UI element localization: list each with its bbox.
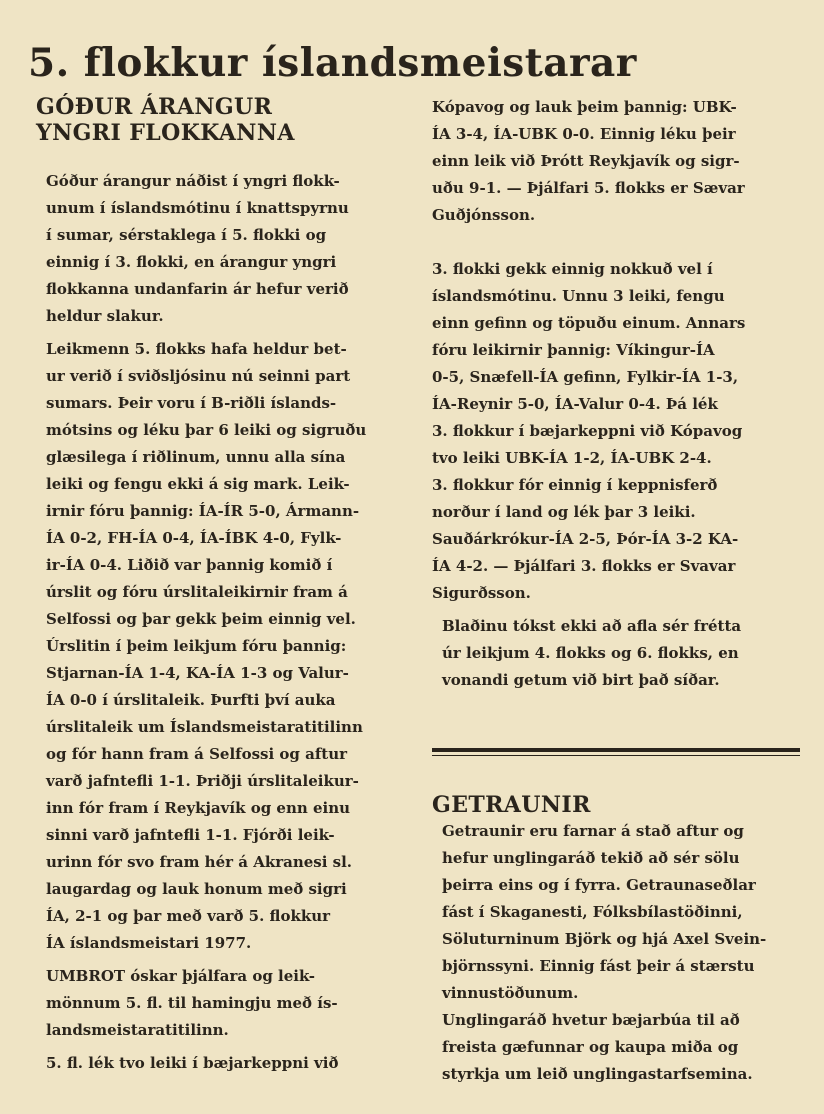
text-line: mótsins og léku þar 6 leiki og sigruðu — [46, 421, 367, 439]
text-line: ÍA-Reynir 5-0, ÍA-Valur 0-4. Þá lék — [432, 395, 718, 413]
text-line: vinnustöðunum. — [442, 984, 579, 1002]
text-line: ÍA 4-2. — Þjálfari 3. flokks er Svavar — [432, 557, 736, 575]
left-column — [36, 94, 396, 1077]
text-line: Sigurðsson. — [432, 584, 531, 602]
text-line: styrkja um leið unglingastarfsemina. — [442, 1065, 753, 1083]
article-paragraph — [432, 256, 802, 607]
text-line: Selfossi og þar gekk þeim einnig vel. — [46, 610, 356, 628]
text-line: fóru leikirnir þannig: Víkingur-ÍA — [432, 341, 715, 359]
text-line: Kópavog og lauk þeim þannig: UBK- — [432, 98, 737, 116]
text-line: Unglingaráð hvetur bæjarbúa til að — [442, 1011, 740, 1029]
text-line: mönnum 5. fl. til hamingju með ís- — [46, 994, 338, 1012]
text-line: Sauðárkrókur-ÍA 2-5, Þór-ÍA 3-2 KA- — [432, 530, 739, 548]
text-line: varð jafntefli 1-1. Þriðji úrslitaleikur- — [46, 772, 359, 790]
text-line: sumars. Þeir voru í B-riðli íslands- — [46, 394, 337, 412]
text-line: ur verið í sviðsljósinu nú seinni part — [46, 367, 351, 385]
text-line: Stjarnan-ÍA 1-4, KA-ÍA 1-3 og Valur- — [46, 664, 349, 682]
text-line: norður í land og lék þar 3 leiki. — [432, 503, 696, 521]
text-line: Góður árangur náðist í yngri flokk- — [46, 172, 340, 190]
text-line: ÍA, 2-1 og þar með varð 5. flokkur — [46, 907, 331, 925]
text-line: leiki og fengu ekki á sig mark. Leik- — [46, 475, 350, 493]
text-line: irnir fóru þannig: ÍA-ÍR 5-0, Ármann- — [46, 502, 360, 520]
article-heading-line: GÓÐUR ÁRANGUR — [36, 94, 273, 120]
text-line: þeirra eins og í fyrra. Getraunaseðlar — [442, 876, 756, 894]
text-line: ÍA íslandsmeistari 1977. — [46, 934, 252, 952]
text-line: hefur unglingaráð tekið að sér sölu — [442, 849, 740, 867]
text-line: heldur slakur. — [46, 307, 164, 325]
text-line: ir-ÍA 0-4. Liðið var þannig komið í — [46, 556, 333, 574]
article-paragraph — [36, 336, 396, 957]
page-title: 5. flokkur íslandsmeistarar — [28, 40, 637, 87]
text-line: úrslitaleik um Íslandsmeistaratitilinn — [46, 718, 363, 736]
text-line: úr leikjum 4. flokks og 6. flokks, en — [442, 644, 739, 662]
text-line: fást í Skaganesti, Fólksbílastöðinni, — [442, 903, 743, 921]
text-line: úrslit og fóru úrslitaleikirnir fram á — [46, 583, 348, 601]
text-line: Getraunir eru farnar á stað aftur og — [442, 822, 744, 840]
text-line: laugardag og lauk honum með sigri — [46, 880, 347, 898]
text-line: og fór hann fram á Selfossi og aftur — [46, 745, 348, 763]
text-line: uðu 9-1. — Þjálfari 5. flokks er Sævar — [432, 179, 745, 197]
text-line: freista gæfunnar og kaupa miða og — [442, 1038, 739, 1056]
article-paragraph — [432, 613, 802, 694]
text-line: ÍA 0-2, FH-ÍA 0-4, ÍA-ÍBK 4-0, Fylk- — [46, 529, 342, 547]
text-line: 5. fl. lék tvo leiki í bæjarkeppni við — [46, 1054, 339, 1072]
text-line: landsmeistaratitilinn. — [46, 1021, 229, 1039]
article-heading-line: YNGRI FLOKKANNA — [36, 120, 295, 146]
text-line: glæsilega í riðlinum, unnu alla sína — [46, 448, 346, 466]
getraunir-section — [432, 792, 802, 1088]
text-line: Úrslitin í þeim leikjum fóru þannig: — [46, 637, 347, 655]
article-heading — [36, 94, 396, 146]
text-line: 3. flokki gekk einnig nokkuð vel í — [432, 260, 713, 278]
text-line: íslandsmótinu. Unnu 3 leiki, fengu — [432, 287, 725, 305]
text-line: tvo leiki UBK-ÍA 1-2, ÍA-UBK 2-4. — [432, 449, 712, 467]
text-line: einn gefinn og töpuðu einum. Annars — [432, 314, 746, 332]
getraunir-paragraph — [432, 818, 802, 1007]
text-line: UMBROT óskar þjálfara og leik- — [46, 967, 315, 985]
text-line: einnig í 3. flokki, en árangur yngri — [46, 253, 337, 271]
article-paragraph — [432, 94, 802, 229]
text-line: 3. flokkur í bæjarkeppni við Kópavog — [432, 422, 743, 440]
text-line: sinni varð jafntefli 1-1. Fjórði leik- — [46, 826, 335, 844]
section-divider — [432, 748, 800, 756]
text-line: flokkanna undanfarin ár hefur verið — [46, 280, 349, 298]
text-line: Leikmenn 5. flokks hafa heldur bet- — [46, 340, 347, 358]
divider-thick-rule — [432, 748, 800, 752]
divider-thin-rule — [432, 755, 800, 756]
text-line: Guðjónsson. — [432, 206, 536, 224]
text-line: 3. flokkur fór einnig í keppnisferð — [432, 476, 718, 494]
article-paragraph — [36, 168, 396, 330]
text-line: einn leik við Þrótt Reykjavík og sigr- — [432, 152, 740, 170]
text-line: ÍA 3-4, ÍA-UBK 0-0. Einnig léku þeir — [432, 125, 736, 143]
text-line: ÍA 0-0 í úrslitaleik. Þurfti því auka — [46, 691, 336, 709]
text-line: vonandi getum við birt það síðar. — [442, 671, 720, 689]
text-line: unum í íslandsmótinu í knattspyrnu — [46, 199, 349, 217]
getraunir-heading: GETRAUNIR — [432, 792, 591, 818]
text-line: björnssyni. Einnig fást þeir á stærstu — [442, 957, 755, 975]
text-line: inn fór fram í Reykjavík og enn einu — [46, 799, 351, 817]
text-line: Blaðinu tókst ekki að afla sér frétta — [442, 617, 742, 635]
right-column — [432, 94, 802, 694]
text-line: 0-5, Snæfell-ÍA gefinn, Fylkir-ÍA 1-3, — [432, 368, 739, 386]
text-line: Söluturninum Björk og hjá Axel Svein- — [442, 930, 767, 948]
article-paragraph — [36, 1050, 396, 1077]
text-line: urinn fór svo fram hér á Akranesi sl. — [46, 853, 353, 871]
text-line: í sumar, sérstaklega í 5. flokki og — [46, 226, 327, 244]
getraunir-paragraph — [432, 1007, 802, 1088]
article-paragraph — [36, 963, 396, 1044]
